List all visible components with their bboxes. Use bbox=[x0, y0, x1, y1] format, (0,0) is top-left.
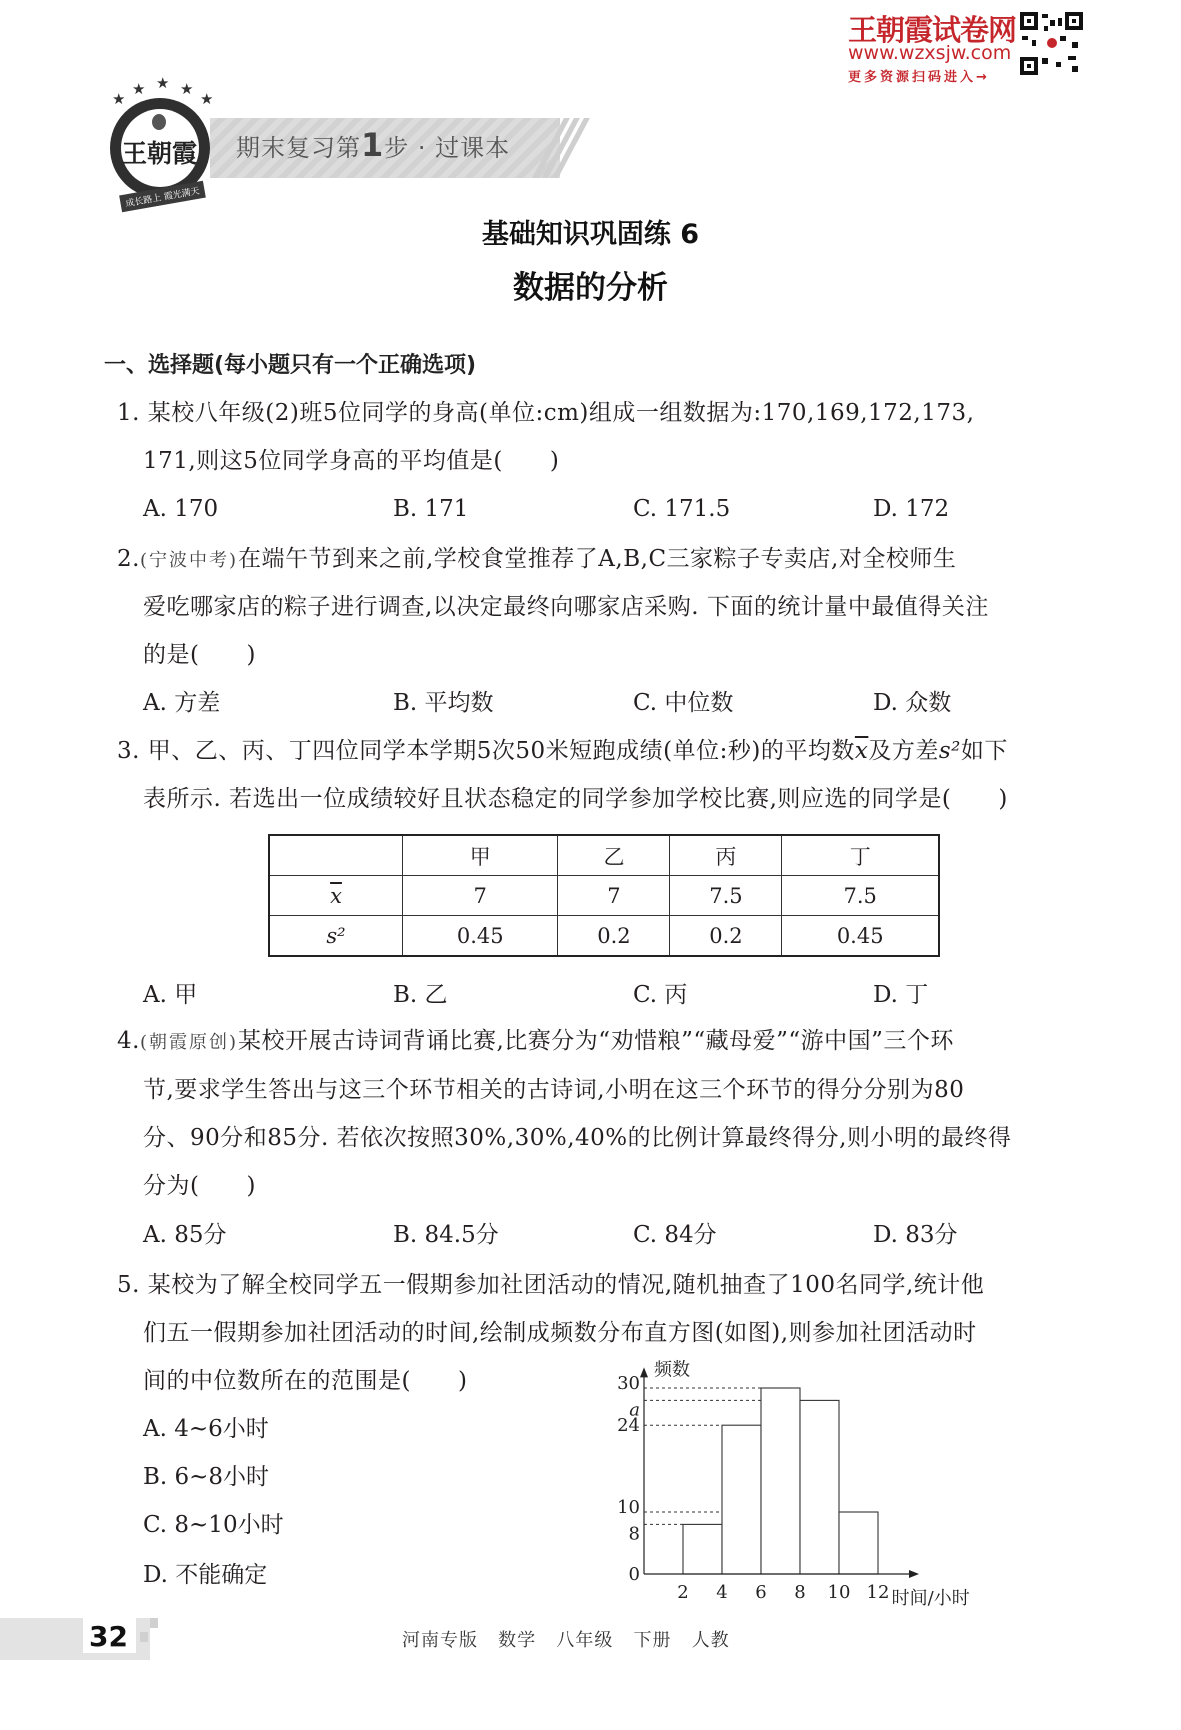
option-a[interactable]: A. 170 bbox=[143, 496, 219, 522]
x-axis-label: 时间/小时 bbox=[891, 1588, 970, 1609]
option-c[interactable]: C. 84分 bbox=[633, 1222, 717, 1248]
question-text: 及方差 bbox=[868, 738, 939, 764]
footer-volume: 下册 bbox=[633, 1630, 672, 1651]
banner-suffix: 步 · 过课本 bbox=[384, 134, 511, 162]
table-header: 甲 bbox=[403, 835, 558, 876]
logo-ribbon: 成长路上 霞光满天 bbox=[119, 181, 206, 212]
table-header: 丙 bbox=[670, 835, 782, 876]
page-number: 32 bbox=[83, 1618, 136, 1653]
question-text: 的是( ) bbox=[143, 642, 256, 668]
question-5 bbox=[117, 1270, 984, 1300]
footer-square bbox=[140, 1632, 148, 1642]
banner-title bbox=[236, 126, 510, 164]
star-icon: ★ bbox=[180, 80, 194, 98]
question-4 bbox=[117, 1026, 954, 1058]
question-number: 2. bbox=[117, 546, 140, 572]
question-source: (朝霞原创) bbox=[139, 1032, 238, 1053]
question-text: 171,则这5位同学身高的平均值是( ) bbox=[143, 448, 560, 474]
option-a[interactable]: A. 4~6小时 bbox=[143, 1416, 269, 1442]
x-tick-label: 2 bbox=[677, 1582, 689, 1603]
y-axis-arrow-icon bbox=[640, 1367, 648, 1377]
histogram-chart bbox=[600, 1359, 970, 1613]
option-b[interactable]: B. 平均数 bbox=[393, 690, 494, 716]
star-icon: ★ bbox=[132, 80, 146, 98]
histogram-bar bbox=[722, 1425, 761, 1574]
table-cell: 7 bbox=[558, 876, 670, 916]
option-d[interactable]: D. 不能确定 bbox=[143, 1562, 268, 1588]
question-text: 分、90分和85分. 若依次按照30%,30%,40%的比例计算最终得分,则小明的最终得 bbox=[143, 1125, 1012, 1151]
table-header: 乙 bbox=[558, 835, 670, 876]
stats-table bbox=[268, 834, 940, 957]
section-heading: 一、选择题(每小题只有一个正确选项) bbox=[104, 353, 477, 378]
option-b[interactable]: B. 乙 bbox=[393, 982, 448, 1008]
table-cell: 0.2 bbox=[670, 916, 782, 957]
option-a[interactable]: A. 甲 bbox=[143, 982, 198, 1008]
question-text: 某校为了解全校同学五一假期参加社团活动的情况,随机抽查了100名同学,统计他 bbox=[147, 1272, 985, 1298]
footer-info bbox=[402, 1626, 730, 1652]
histogram-bar bbox=[761, 1388, 800, 1574]
option-d[interactable]: D. 众数 bbox=[873, 690, 952, 716]
question-number: 4. bbox=[117, 1028, 140, 1054]
logo bbox=[104, 74, 224, 210]
brand-url[interactable]: www.wzxsjw.com bbox=[848, 42, 1012, 64]
question-text: 甲、乙、丙、丁四位同学本学期5次50米短跑成绩(单位:秒)的平均数 bbox=[147, 738, 855, 764]
histogram-bar bbox=[800, 1400, 839, 1574]
row-label bbox=[269, 876, 403, 916]
footer-subject: 数学 bbox=[498, 1630, 537, 1651]
question-source: (宁波中考) bbox=[139, 550, 238, 571]
table-cell: 7.5 bbox=[782, 876, 939, 916]
table-cell: 0.45 bbox=[403, 916, 558, 957]
option-b[interactable]: B. 84.5分 bbox=[393, 1222, 499, 1248]
option-b[interactable]: B. 6~8小时 bbox=[143, 1464, 270, 1490]
x-axis-arrow-icon bbox=[909, 1570, 919, 1578]
star-icon: ★ bbox=[156, 74, 170, 92]
topic-title: 数据的分析 bbox=[513, 270, 668, 306]
option-c[interactable]: C. 171.5 bbox=[633, 496, 731, 522]
option-c[interactable]: C. 8~10小时 bbox=[143, 1512, 284, 1538]
y-tick-label: 30 bbox=[617, 1373, 640, 1394]
histogram-bar bbox=[683, 1524, 722, 1574]
question-text: 们五一假期参加社团活动的时间,绘制成频数分布直方图(如图),则参加社团活动时 bbox=[143, 1320, 977, 1346]
table-row bbox=[269, 876, 939, 916]
variance-symbol: s² bbox=[938, 738, 961, 764]
mean-symbol: $\overline{x}$ bbox=[330, 883, 342, 908]
question-text: 间的中位数所在的范围是( ) bbox=[143, 1368, 468, 1394]
question-number: 1. bbox=[117, 400, 140, 426]
option-d[interactable]: D. 83分 bbox=[873, 1222, 958, 1248]
brand-site-name: 王朝霞试卷网 bbox=[848, 13, 1017, 47]
option-b[interactable]: B. 171 bbox=[393, 496, 469, 522]
footer-square bbox=[150, 1618, 158, 1628]
question-text: 某校八年级(2)班5位同学的身高(单位:cm)组成一组数据为:170,169,172,173, bbox=[147, 400, 975, 426]
table-cell bbox=[269, 835, 403, 876]
table-header-row bbox=[269, 835, 939, 876]
question-3 bbox=[117, 736, 1008, 766]
question-text: 节,要求学生答出与这三个环节相关的古诗词,小明在这三个环节的得分分别为80 bbox=[143, 1077, 965, 1103]
option-a[interactable]: A. 85分 bbox=[143, 1222, 227, 1248]
table-cell: 7.5 bbox=[670, 876, 782, 916]
banner-step: 1 bbox=[361, 126, 385, 164]
option-c[interactable]: C. 丙 bbox=[633, 982, 688, 1008]
row-label: s² bbox=[269, 916, 403, 957]
question-number: 3. bbox=[117, 738, 140, 764]
footer-grade: 八年级 bbox=[556, 1630, 614, 1651]
table-row bbox=[269, 916, 939, 957]
x-tick-label: 4 bbox=[716, 1582, 728, 1603]
question-text: 某校开展古诗词背诵比赛,比赛分为“劝惜粮”“藏母爱”“游中国”三个环 bbox=[238, 1028, 954, 1054]
x-tick-label: 6 bbox=[755, 1582, 767, 1603]
footer-publisher: 人教 bbox=[691, 1630, 730, 1651]
star-icon: ★ bbox=[200, 90, 214, 108]
question-1 bbox=[117, 398, 974, 428]
exercise-title: 基础知识巩固练 6 bbox=[481, 219, 700, 250]
y-tick-label: 10 bbox=[617, 1497, 640, 1518]
qr-code-icon[interactable] bbox=[1020, 12, 1083, 75]
question-text: 如下 bbox=[960, 738, 1008, 764]
x-tick-label: 8 bbox=[794, 1582, 806, 1603]
table-cell: 0.45 bbox=[782, 916, 939, 957]
y-axis-label: 频数 bbox=[654, 1359, 690, 1381]
histogram-bar bbox=[839, 1512, 878, 1574]
table-cell: 0.2 bbox=[558, 916, 670, 957]
x-tick-label: 10 bbox=[827, 1582, 851, 1603]
question-text: 表所示. 若选出一位成绩较好且状态稳定的同学参加学校比赛,则应选的同学是( ) bbox=[143, 786, 1008, 812]
question-number: 5. bbox=[117, 1272, 140, 1298]
banner-prefix: 期末复习第 bbox=[236, 134, 361, 162]
question-text: 分为( ) bbox=[143, 1173, 256, 1199]
option-c[interactable]: C. 中位数 bbox=[633, 690, 734, 716]
table-header: 丁 bbox=[782, 835, 939, 876]
option-d[interactable]: D. 172 bbox=[873, 496, 950, 522]
x-tick-label: 12 bbox=[866, 1582, 890, 1603]
footer-edition: 河南专版 bbox=[402, 1630, 478, 1651]
logo-name: 王朝霞 bbox=[122, 139, 198, 168]
question-text: 爱吃哪家店的粽子进行调查,以决定最终向哪家店采购. 下面的统计量中最值得关注 bbox=[143, 594, 989, 620]
option-a[interactable]: A. 方差 bbox=[143, 690, 221, 716]
question-text: 在端午节到来之前,学校食堂推荐了A,B,C三家粽子专卖店,对全校师生 bbox=[238, 546, 957, 572]
y-tick-label: 24 bbox=[617, 1415, 640, 1437]
star-icon: ★ bbox=[112, 90, 126, 108]
y-tick-label: a bbox=[629, 1399, 640, 1421]
option-d[interactable]: D. 丁 bbox=[873, 982, 929, 1008]
y-tick-label: 8 bbox=[628, 1523, 640, 1545]
table-cell: 7 bbox=[403, 876, 558, 916]
portrait-icon bbox=[152, 114, 166, 130]
mean-symbol: $\overline{x}$ bbox=[854, 738, 869, 764]
brand-cta: 更多资源扫码进入→ bbox=[848, 70, 990, 85]
y-tick-label: 0 bbox=[628, 1564, 640, 1585]
question-2 bbox=[117, 544, 956, 576]
